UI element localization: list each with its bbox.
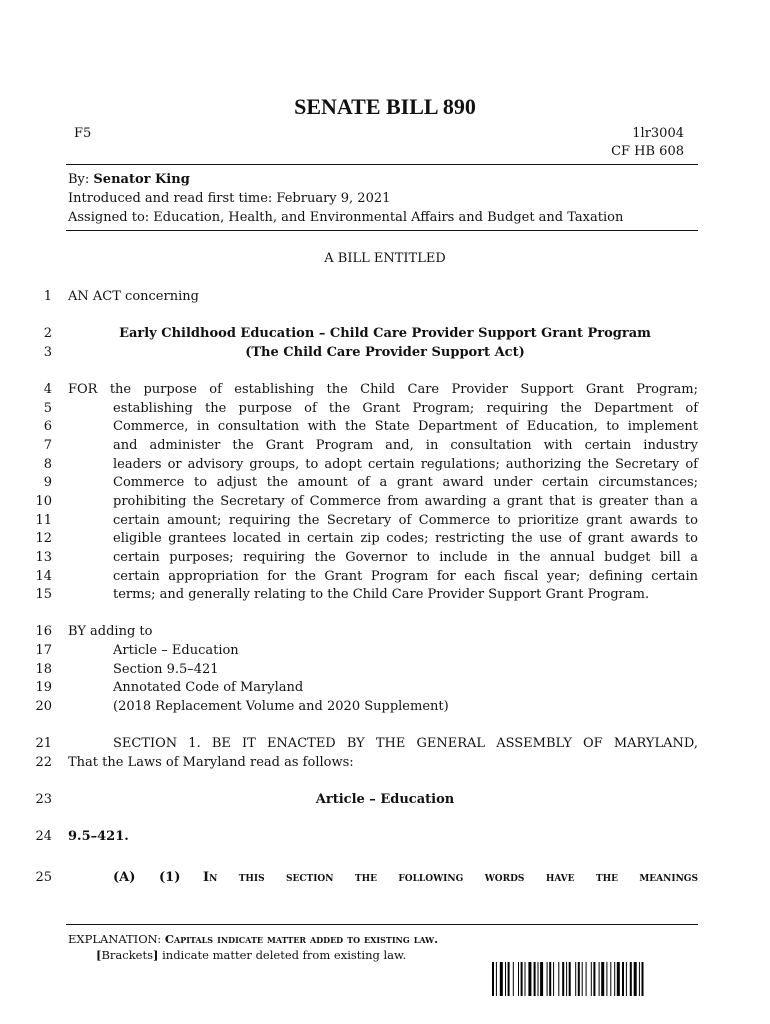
line-number: 20 xyxy=(35,699,52,714)
line-number: 25 xyxy=(35,870,52,885)
bill-subject: Early Childhood Education – Child Care Provider Support Grant Program xyxy=(119,326,651,341)
volume-ref: (2018 Replacement Volume and 2020 Supplement) xyxy=(113,699,449,714)
purpose-line: certain amount; requiring the Secretary of Commerce to prioritize grant awards to xyxy=(113,513,698,528)
line-number: 12 xyxy=(35,531,52,546)
purpose-line: FOR the purpose of establishing the Child Care Provider Support Grant Program; xyxy=(68,382,698,397)
barcode-bar xyxy=(634,962,637,996)
paragraph-1: (1) xyxy=(159,870,181,885)
barcode-bar xyxy=(538,962,539,996)
line-number: 8 xyxy=(43,457,52,472)
barcode-bar xyxy=(534,962,536,996)
line-number: 15 xyxy=(35,587,52,602)
barcode-bar xyxy=(622,962,624,996)
barcode-bar xyxy=(626,962,627,996)
brackets-line xyxy=(96,948,406,962)
article-heading: Article – Education xyxy=(315,792,455,807)
section-ref: Section 9.5–421 xyxy=(113,662,219,677)
enacting-clause: SECTION 1. BE IT ENACTED BY THE GENERAL ASSEMBLY OF MARYLAND, xyxy=(113,736,698,751)
barcode-bar xyxy=(599,962,600,996)
purpose-line: Commerce to adjust the amount of a grant award under certain circumstances; xyxy=(113,475,698,490)
sponsor-line xyxy=(68,172,190,187)
file-code: 1lr3004 xyxy=(632,126,684,141)
purpose-line: certain purposes; requiring the Governor to include in the annual budget bill a xyxy=(113,550,698,565)
purpose-line: establishing the purpose of the Grant Program; requiring the Department of xyxy=(113,401,698,416)
barcode-bar xyxy=(500,962,503,996)
line-number: 18 xyxy=(35,662,52,677)
by-prefix: By: xyxy=(68,172,94,187)
barcode-bar xyxy=(575,962,576,996)
purpose-line: Commerce, in consultation with the State Department of Education, to implement xyxy=(113,419,698,434)
bill-short-title: (The Child Care Provider Support Act) xyxy=(245,345,525,360)
line-number: 11 xyxy=(35,513,52,528)
bracket-word: Brackets xyxy=(101,948,153,962)
purpose-line: certain appropriation for the Grant Program for each fiscal year; defining certain xyxy=(113,569,698,584)
line-number: 5 xyxy=(43,401,52,416)
line-number: 24 xyxy=(35,829,52,844)
barcode-bar xyxy=(496,962,497,996)
cross-file: CF HB 608 xyxy=(611,144,684,159)
barcode-bar xyxy=(562,962,564,996)
barcode-bar xyxy=(614,962,615,996)
barcode-bar xyxy=(492,962,494,996)
explanation-line xyxy=(68,932,438,946)
by-adding: BY adding to xyxy=(68,624,153,639)
barcode-bar xyxy=(540,962,543,996)
line-number: 1 xyxy=(43,289,52,304)
purpose-line: eligible grantees located in certain zip codes; restricting the use of grant awards to xyxy=(113,531,698,546)
barcode-bar xyxy=(610,962,611,996)
barcode-bar xyxy=(639,962,640,996)
barcode-bar xyxy=(586,962,587,996)
barcode-bar xyxy=(569,962,571,996)
barcode-bar xyxy=(630,962,632,996)
section-number: 9.5–421. xyxy=(68,829,129,844)
line-number: 23 xyxy=(35,792,52,807)
line-number: 22 xyxy=(35,755,52,770)
explanation-label: EXPLANATION: xyxy=(68,932,165,946)
header-rule-2 xyxy=(66,230,698,231)
barcode-bar xyxy=(642,962,644,996)
line-number: 19 xyxy=(35,680,52,695)
act-concerning: AN ACT concerning xyxy=(68,289,199,304)
purpose-line: and administer the Grant Program and, in consultation with certain industry xyxy=(113,438,698,453)
line-number: 14 xyxy=(35,569,52,584)
barcode-bar xyxy=(591,962,592,996)
line-number: 17 xyxy=(35,643,52,658)
line-number: 6 xyxy=(43,419,52,434)
bill-entitled: A BILL ENTITLED xyxy=(324,251,446,266)
barcode-bar xyxy=(606,962,607,996)
purpose-line: leaders or advisory groups, to adopt certain regulations; authorizing the Secretary of xyxy=(113,457,698,472)
barcode-bar xyxy=(528,962,531,996)
barcode-bar xyxy=(582,962,583,996)
introduced-line: Introduced and read first time: February 9, 2021 xyxy=(68,191,391,206)
bracket-close: ] xyxy=(153,948,159,962)
barcode-bar xyxy=(521,962,523,996)
barcode-bar xyxy=(505,962,506,996)
barcode-bar xyxy=(549,962,551,996)
line-number: 16 xyxy=(35,624,52,639)
assigned-line: Assigned to: Education, Health, and Environmental Affairs and Budget and Taxation xyxy=(68,210,624,225)
enacting-clause-cont: That the Laws of Maryland read as follows: xyxy=(68,755,354,770)
barcode-bar xyxy=(553,962,554,996)
line-number: 10 xyxy=(35,494,52,509)
barcode xyxy=(492,962,680,996)
sponsor-name: Senator King xyxy=(93,172,190,187)
line-number: 9 xyxy=(43,475,52,490)
subsection-a: (A) xyxy=(113,870,136,885)
barcode-bar xyxy=(593,962,595,996)
barcode-bar xyxy=(578,962,580,996)
subject-code: F5 xyxy=(74,126,92,141)
barcode-bar xyxy=(547,962,548,996)
article-ref: Article – Education xyxy=(113,643,239,658)
explanation-caps: Capitals indicate matter added to existing law. xyxy=(164,932,439,946)
line-number: 7 xyxy=(43,438,52,453)
purpose-line: terms; and generally relating to the Child Care Provider Support Grant Program. xyxy=(113,587,650,602)
barcode-bar xyxy=(513,962,514,996)
header-rule xyxy=(66,164,698,165)
line-number: 21 xyxy=(35,736,52,751)
line-number: 3 xyxy=(43,345,52,360)
bracket-rest: indicate matter deleted from existing law. xyxy=(158,948,407,962)
barcode-bar xyxy=(525,962,526,996)
barcode-bar xyxy=(601,962,604,996)
line-number: 13 xyxy=(35,550,52,565)
barcode-bar xyxy=(558,962,559,996)
footer-rule xyxy=(66,924,698,925)
bracket-open: [ xyxy=(96,948,102,962)
purpose-line: prohibiting the Secretary of Commerce from awarding a grant that is greater than a xyxy=(113,494,698,509)
line-number: 2 xyxy=(43,326,52,341)
line-number: 4 xyxy=(43,382,52,397)
barcode-bar xyxy=(617,962,620,996)
barcode-bar xyxy=(518,962,519,996)
definitions-intro: In this section the following words have the meanings xyxy=(203,870,698,885)
bill-title: SENATE BILL 890 xyxy=(294,94,476,119)
code-ref: Annotated Code of Maryland xyxy=(113,680,304,695)
barcode-bar xyxy=(508,962,510,996)
barcode-bar xyxy=(566,962,567,996)
